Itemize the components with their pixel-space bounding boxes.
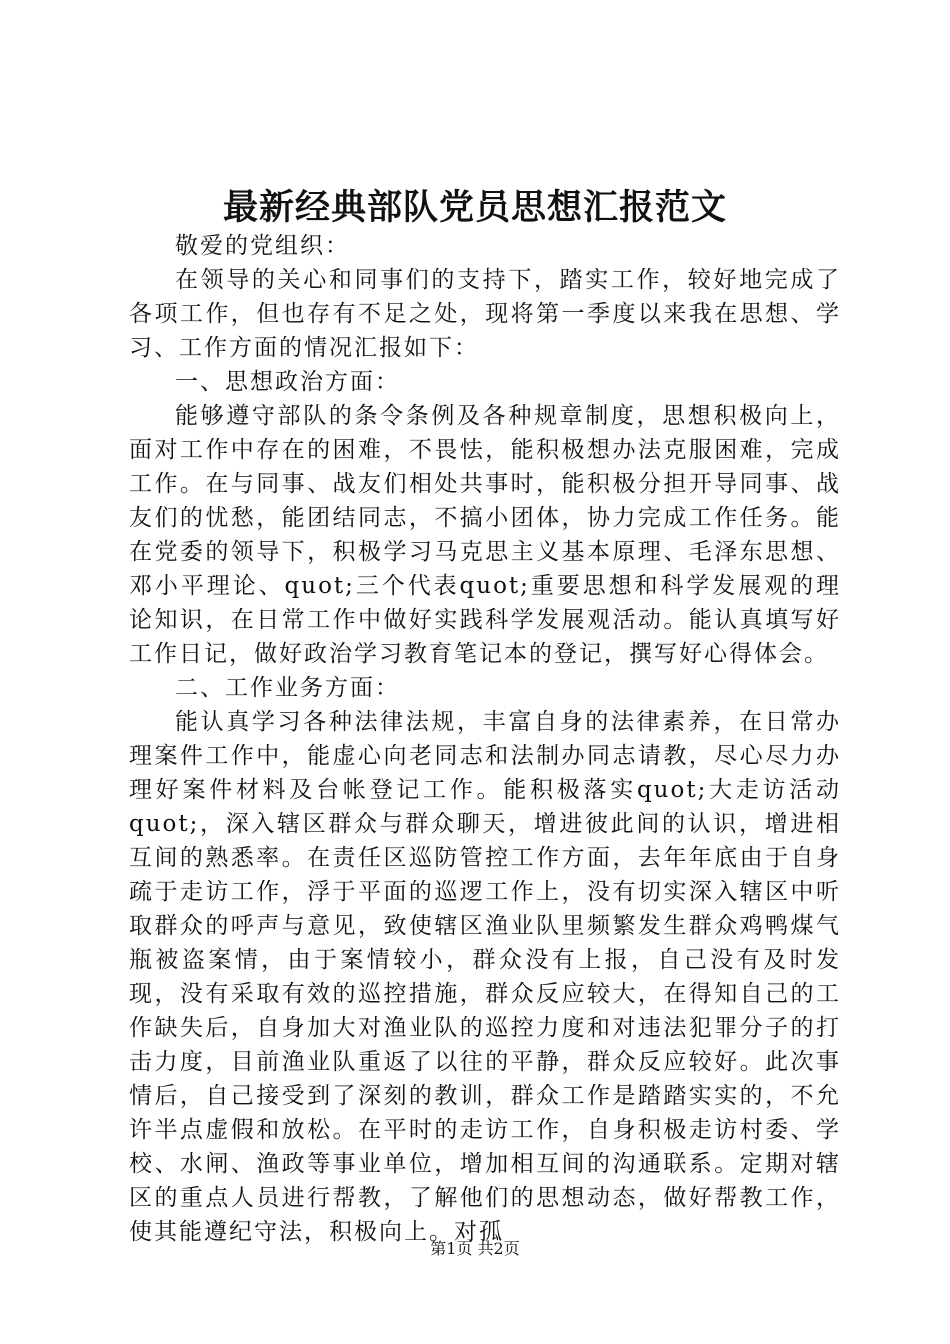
ideology-paragraph: 能够遵守部队的条令条例及各种规章制度，思想积极向上，面对工作中存在的困难，不畏怯，能积极想办法克服困难，完成工作。在与同事、战友们相处共事时，能积极分担开导同事、战友们的忧愁，能团结同志，不搞小团体，协力完成工作任务。能在党委的领导下，积极学习马克思主义基本原理、毛泽东思想、邓小平理论、quot;三个代表quot;重要思想和科学发展观的理论知识，在日常工作中做好实践科学发展观活动。能认真填写好工作日记，做好政治学习教育笔记本的登记，撰写好心得体会。 xyxy=(129,403,841,667)
salutation: 敬爱的党组织： xyxy=(175,233,350,259)
document-body xyxy=(129,229,841,1249)
section-heading-work: 二、工作业务方面： xyxy=(175,675,400,701)
page-title: 最新经典部队党员思想汇报范文 xyxy=(222,187,727,228)
intro-paragraph: 在领导的关心和同事们的支持下，踏实工作，较好地完成了各项工作，但也存有不足之处，现将第一季度以来我在思想、学习、工作方面的情况汇报如下： xyxy=(129,267,841,361)
work-paragraph: 能认真学习各种法律法规，丰富自身的法律素养，在日常办理案件工作中，能虚心向老同志和法制办同志请教，尽心尽力办理好案件材料及台帐登记工作。能积极落实quot;大走访活动quot;，深入辖区群众与群众聊天，增进彼此间的认识，增进相互间的熟悉率。在责任区巡防管控工作方面，去年年底由于自身疏于走访工作，浮于平面的巡逻工作上，没有切实深入辖区中听取群众的呼声与意见，致使辖区渔业队里频繁发生群众鸡鸭煤气瓶被盗案情，由于案情较小，群众没有上报，自己没有及时发现，没有采取有效的巡控措施，群众反应较大，在得知自己的工作缺失后，自身加大对渔业队的巡控力度和对违法犯罪分子的打击力度，目前渔业队重返了以往的平静，群众反应较好。此次事情后，自己接受到了深刻的教训，群众工作是踏踏实实的，不允许半点虚假和放松。在平时的走访工作，自身积极走访村委、学校、水闸、渔政等事业单位，增加相互间的沟通联系。定期对辖区的重点人员进行帮教，了解他们的思想动态，做好帮教工作，使其能遵纪守法，积极向上。对孤 xyxy=(129,709,841,1245)
page-number: 第1页 共2页 xyxy=(430,1239,520,1258)
section-heading-ideology: 一、思想政治方面： xyxy=(175,369,400,395)
